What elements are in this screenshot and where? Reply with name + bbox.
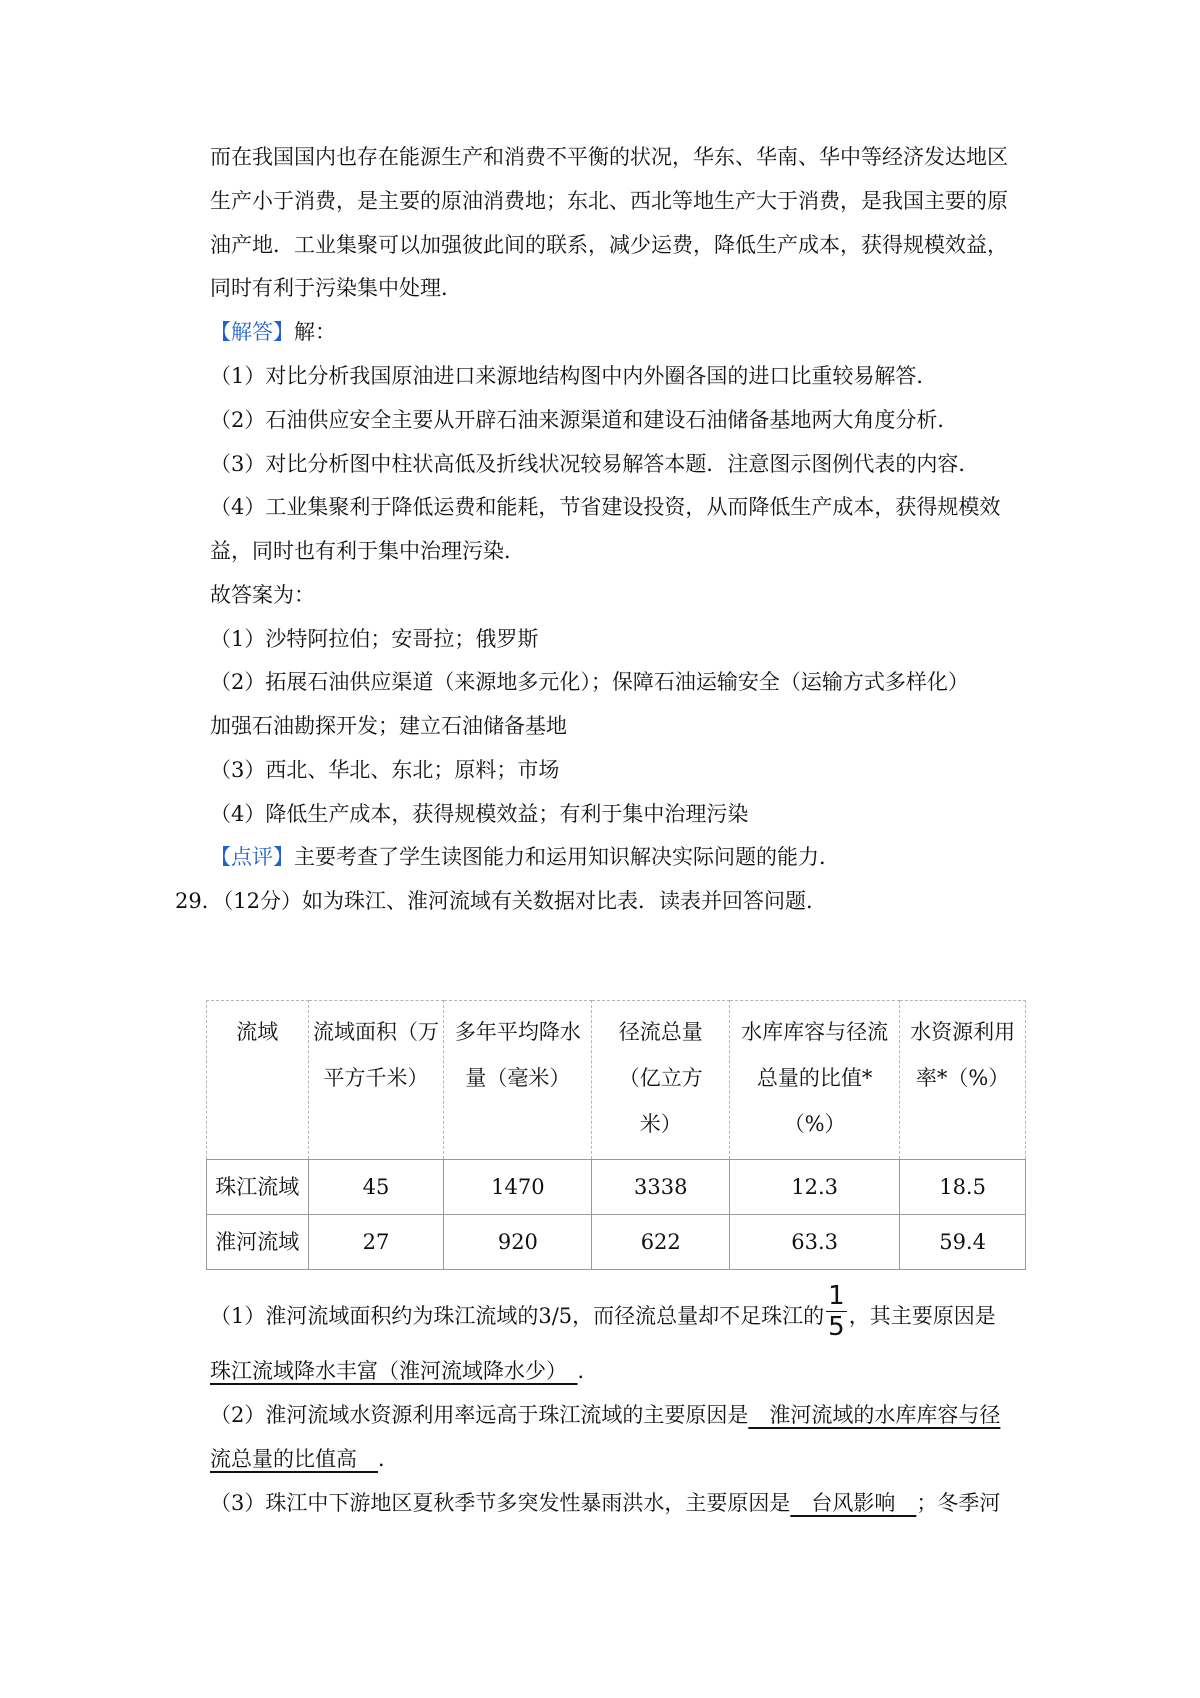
- table-cell: 淮河流域: [207, 1215, 309, 1270]
- answer-tag: 【解答】: [210, 320, 294, 344]
- answer-line: （1）沙特阿拉伯；安哥拉；俄罗斯: [210, 627, 539, 651]
- answer-line: （2）石油供应安全主要从开辟石油来源渠道和建设石油储备基地两大角度分析．: [210, 408, 959, 432]
- table-header-cell: 流域: [207, 1001, 309, 1160]
- review-tag: 【点评】: [210, 845, 294, 869]
- answer-line: （3）西北、华北、东北；原料；市场: [210, 758, 560, 782]
- fraction-one-fifth: [826, 1281, 847, 1342]
- q2-answer-part2: 流总量的比值高: [210, 1447, 357, 1471]
- answer-line: （4）工业集聚利于降低运费和能耗，节省建设投资，从而降低生产成本，获得规模效: [210, 495, 1001, 519]
- table-header-cell: 水库库容与径流 总量的比值* （%）: [730, 1001, 900, 1160]
- question-title: 29．（12分）如为珠江、淮河流域有关数据对比表．读表并回答问题．: [175, 889, 827, 913]
- answer-line: 加强石油勘探开发；建立石油储备基地: [210, 714, 567, 738]
- table-row: [207, 1215, 1026, 1270]
- answer-line: 故答案为：: [210, 583, 315, 607]
- table-header-cell: 水资源利用 率*（%）: [900, 1001, 1026, 1160]
- analysis-line: 生产小于消费，是主要的原油消费地；东北、西北等地生产大于消费，是我国主要的原: [210, 189, 1008, 213]
- table-cell: 45: [308, 1160, 444, 1215]
- q1-end: ．: [577, 1359, 599, 1383]
- answer-line: （3）对比分析图中柱状高低及折线状况较易解答本题．注意图示图例代表的内容．: [210, 452, 980, 476]
- q3-answer: 台风影响: [790, 1491, 896, 1515]
- table-cell: 3338: [592, 1160, 730, 1215]
- table-cell: 59.4: [900, 1215, 1026, 1270]
- comparison-table: [206, 1000, 1026, 1270]
- q2-prefix: （2）淮河流域水资源利用率远高于珠江流域的主要原因是: [210, 1403, 749, 1427]
- q1-prefix: （1）淮河流域面积约为珠江流域的3/5，而径流总量却不足珠江的: [210, 1304, 825, 1328]
- table-cell: 18.5: [900, 1160, 1026, 1215]
- table-header-cell: 多年平均降水 量（毫米）: [444, 1001, 592, 1160]
- answer-line: （1）对比分析我国原油进口来源地结构图中内外圈各国的进口比重较易解答．: [210, 364, 938, 388]
- q3-suffix: ；冬季河: [916, 1491, 1001, 1515]
- table-header-cell: 径流总量 （亿立方 米）: [592, 1001, 730, 1160]
- q1-answer: 珠江流域降水丰富（淮河流域降水少）: [210, 1359, 557, 1383]
- answer-tag-suffix: 解：: [294, 320, 336, 344]
- q2-end: ．: [378, 1447, 399, 1471]
- q1-suffix: ，其主要原因是: [848, 1304, 996, 1328]
- sub-question-1: [210, 1281, 996, 1348]
- table-cell: 27: [308, 1215, 444, 1270]
- table-header-row: [207, 1001, 1026, 1160]
- review-line: [210, 842, 840, 872]
- fraction-denominator: 5: [828, 1312, 845, 1342]
- answer-heading: [210, 317, 336, 347]
- analysis-line: 油产地．工业集聚可以加强彼此间的联系，减少运费，降低生产成本，获得规模效益，: [210, 233, 1008, 257]
- table-cell: 12.3: [730, 1160, 900, 1215]
- q3-prefix: （3）珠江中下游地区夏秋季节多突发性暴雨洪水，主要原因是: [210, 1491, 791, 1515]
- table-cell: 622: [592, 1215, 730, 1270]
- table-row: [207, 1160, 1026, 1215]
- review-text: 主要考查了学生读图能力和运用知识解决实际问题的能力．: [294, 845, 840, 869]
- fraction-numerator: 1: [828, 1281, 845, 1311]
- sub-question-2: [210, 1400, 1000, 1430]
- analysis-line: 同时有利于污染集中处理．: [210, 276, 462, 300]
- sub-question-3: [210, 1488, 1000, 1518]
- sub-question-2-cont: [210, 1444, 399, 1474]
- q2-answer-part1: 淮河流域的水库库容与径: [748, 1403, 1001, 1427]
- answer-line: （4）降低生产成本，获得规模效益；有利于集中治理污染: [210, 802, 749, 826]
- sub-question-1-answer: [210, 1356, 599, 1386]
- table-cell: 920: [444, 1215, 592, 1270]
- answer-line: （2）拓展石油供应渠道（来源地多元化）；保障石油运输安全（运输方式多样化）: [210, 670, 969, 694]
- answer-line: 益，同时也有利于集中治理污染．: [210, 539, 525, 563]
- table-cell: 63.3: [730, 1215, 900, 1270]
- analysis-line: 而在我国国内也存在能源生产和消费不平衡的状况，华东、华南、华中等经济发达地区: [210, 145, 1008, 169]
- table-header-cell: 流域面积（万 平方千米）: [308, 1001, 444, 1160]
- table-cell: 1470: [444, 1160, 592, 1215]
- table-cell: 珠江流域: [207, 1160, 309, 1215]
